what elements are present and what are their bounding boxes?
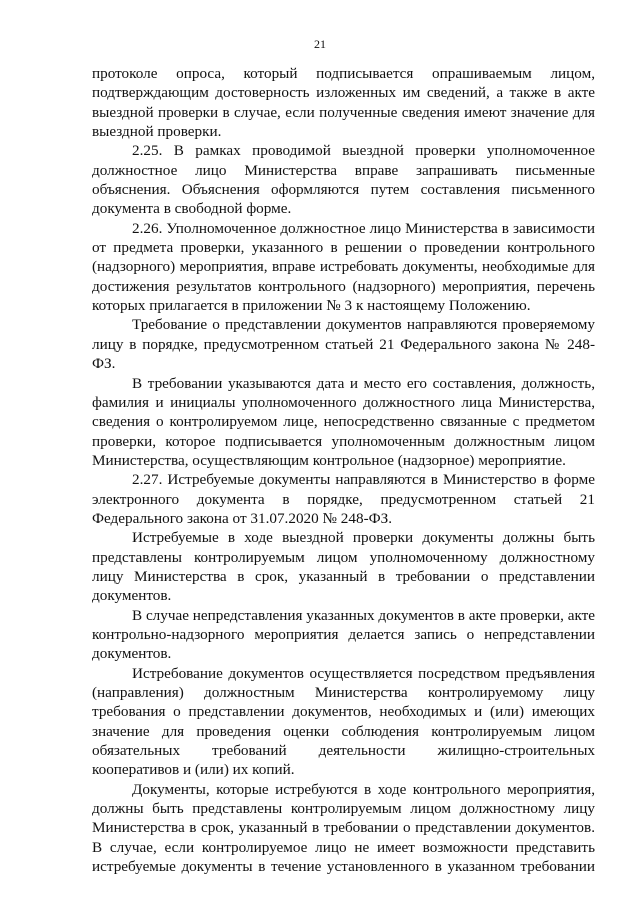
page-number: 21 [314, 37, 326, 51]
paragraph: Истребуемые в ходе выездной проверки документы должны быть представлены контролируемым лицом уполномоченному должностному лицу Министерства в срок, указанный в требовании о представлении документов. [92, 529, 595, 605]
paragraph: Документы, которые истребуются в ходе контрольного мероприятия, должны быть представлены контролируемым лицом должностному лицу Министерства в срок, указанный в требовании о представлении документов. В случае, если контролируемое лицо не имеет возможности представить истребуемые документы в течение установленного в указанном требовании [92, 780, 595, 876]
paragraph: 2.25. В рамках проводимой выездной проверки уполномоченное должностное лицо Министерства вправе запрашивать письменные объяснения. Объяснения оформляются путем составления письменного документа в свободной форме. [92, 142, 595, 218]
paragraph: В требовании указываются дата и место его составления, должность, фамилия и инициалы уполномоченного должностного лица Министерства, сведения о контролируемом лице, непосредственно связанные с предметом проверки, которое подписывается уполномоченным должностным лицом Министерства, осуществляющим контрольное (надзорное) мероприятие. [92, 374, 595, 469]
paragraph: 2.26. Уполномоченное должностное лицо Министерства в зависимости от предмета проверки, указанного в решении о проведении контрольного (надзорного) мероприятия, вправе истребовать документы, необходимые для достижения результатов контрольного (надзорного) мероприятия, перечень которых прилагается в приложении № 3 к настоящему Положению. [92, 219, 595, 315]
paragraph: Истребование документов осуществляется посредством предъявления (направления) должностным Министерства контролируемому лицу требования о представлении документов, необходимых и (или) имеющих значение для проведения оценки соблюдения контролируемым лицом обязательных требований деятельности жилищно-строительных кооперативов и (или) их копий. [92, 664, 595, 779]
paragraph: протоколе опроса, который подписывается опрашиваемым лицом, подтверждающим достоверность изложенных им сведений, а также в акте выездной проверки в случае, если полученные сведения имеют значение для выездной проверки. [92, 65, 595, 141]
paragraph: 2.27. Истребуемые документы направляются в Министерство в форме электронного документа в порядке, предусмотренном статьей 21 Федерального закона от 31.07.2020 № 248-ФЗ. [92, 471, 595, 527]
page-body [92, 64, 595, 876]
paragraph: Требование о представлении документов направляются проверяемому лицу в порядке, предусмотренном статьей 21 Федерального закона № 248-ФЗ. [92, 316, 595, 373]
paragraph: В случае непредставления указанных документов в акте проверки, акте контрольно-надзорного мероприятия делается запись о непредставлении документов. [92, 606, 595, 663]
